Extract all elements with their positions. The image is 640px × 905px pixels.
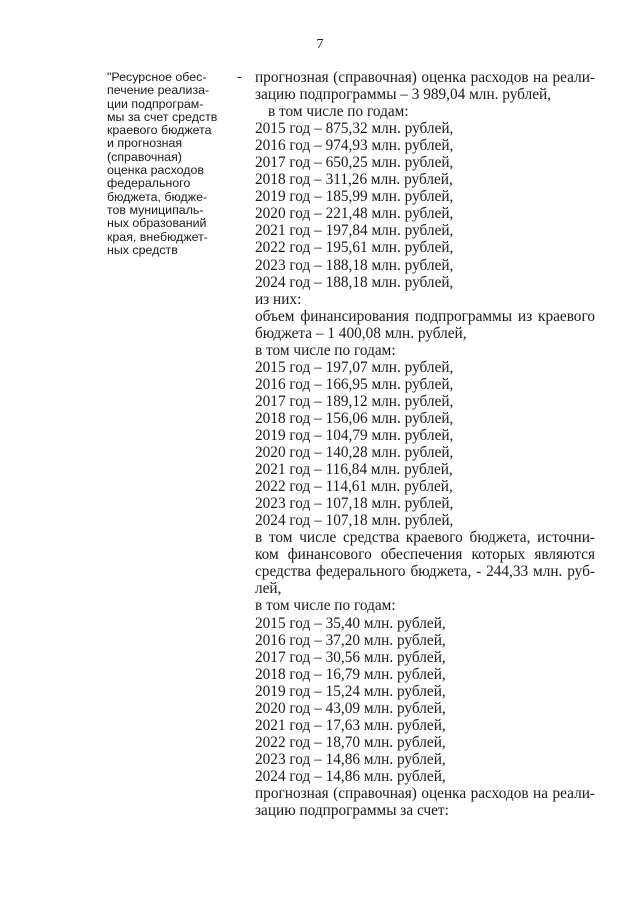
year-amount-line: 2017 год – 30,56 млн. рублей, [255, 648, 446, 666]
text-line: в том числе по годам: [255, 341, 396, 359]
year-amount-line: 2016 год – 37,20 млн. рублей, [255, 631, 446, 649]
year-amount-line: 2017 год – 189,12 млн. рублей, [255, 392, 454, 410]
label-line: бюджета, бюдже- [107, 189, 208, 204]
page-number: 7 [316, 37, 324, 52]
year-amount-line: 2023 год – 188,18 млн. рублей, [255, 256, 454, 274]
text-line: в том числе по годам: [268, 103, 409, 121]
year-amount-line: 2024 год – 14,86 млн. рублей, [255, 767, 446, 785]
year-amount-line: 2021 год – 116,84 млн. рублей, [255, 461, 453, 479]
year-amount-line: 2023 год – 14,86 млн. рублей, [255, 750, 446, 768]
year-amount-line: 2023 год – 107,18 млн. рублей, [255, 495, 454, 513]
year-amount-line: 2020 год – 140,28 млн. рублей, [255, 444, 454, 462]
text-line: зацию подпрограммы – 3 989,04 млн. рублей, [255, 86, 552, 104]
year-amount-line: 2018 год – 311,26 млн. рублей, [255, 171, 453, 189]
year-amount-line: 2024 год – 188,18 млн. рублей, [255, 273, 454, 291]
year-amount-line: 2021 год – 197,84 млн. рублей, [255, 222, 454, 240]
text-line: в том числе средства краевого бюджета, источни- [255, 529, 595, 547]
year-amount-line: 2020 год – 221,48 млн. рублей, [255, 205, 454, 223]
year-amount-line: 2016 год – 166,95 млн. рублей, [255, 375, 454, 393]
year-amount-line: 2015 год – 875,32 млн. рублей, [255, 120, 454, 138]
text-line: в том числе по годам: [255, 597, 396, 615]
label-line: оценка расходов [107, 163, 204, 178]
year-amount-line: 2019 год – 185,99 млн. рублей, [255, 188, 454, 206]
year-amount-line: 2019 год – 15,24 млн. рублей, [255, 682, 446, 700]
text-line: зацию подпрограммы за счет: [255, 802, 449, 820]
resource-provision-label [107, 71, 229, 257]
label-line: тов муниципаль- [107, 202, 204, 217]
label-line: ных образований [107, 216, 207, 231]
text-line: бюджета – 1 400,08 млн. рублей, [255, 324, 467, 342]
year-amount-line: 2022 год – 18,70 млн. рублей, [255, 733, 446, 751]
year-amount-line: 2022 год – 195,61 млн. рублей, [255, 239, 454, 257]
label-line: мы за счет средств [107, 109, 218, 124]
year-amount-line: 2021 год – 17,63 млн. рублей, [255, 716, 446, 734]
year-amount-line: 2017 год – 650,25 млн. рублей, [255, 154, 454, 172]
list-dash: - [237, 69, 242, 85]
year-amount-line: 2020 год – 43,09 млн. рублей, [255, 699, 446, 717]
label-line: и прогнозная [107, 136, 183, 151]
text-line: прогнозная (справочная) оценка расходов на реали- [255, 784, 595, 802]
text-line: ком финансового обеспечения которых являются [255, 546, 595, 564]
year-amount-line: 2022 год – 114,61 млн. рублей, [255, 478, 453, 496]
year-amount-line: 2016 год – 974,93 млн. рублей, [255, 137, 454, 155]
label-line: ции подпрограм- [107, 96, 204, 111]
year-amount-line: 2015 год – 197,07 млн. рублей, [255, 358, 454, 376]
text-line: из них: [255, 290, 302, 308]
funding-details [255, 69, 595, 819]
year-amount-line: 2018 год – 16,79 млн. рублей, [255, 665, 446, 683]
label-line: края, внебюджет- [107, 229, 208, 244]
year-amount-line: 2024 год – 107,18 млн. рублей, [255, 512, 454, 530]
text-line: средства федерального бюджета, - 244,33 млн. руб- [255, 563, 595, 581]
year-amount-line: 2015 год – 35,40 млн. рублей, [255, 614, 446, 632]
label-line: (справочная) [107, 149, 182, 164]
label-line: краевого бюджета [107, 123, 212, 138]
label-line: федерального [107, 176, 191, 191]
text-line: лей, [255, 580, 282, 598]
text-line: объем финансирования подпрограммы из краевого [255, 307, 595, 325]
year-amount-line: 2018 год – 156,06 млн. рублей, [255, 409, 454, 427]
year-amount-line: 2019 год – 104,79 млн. рублей, [255, 426, 454, 444]
label-line: печение реализа- [107, 83, 210, 98]
label-line: "Ресурсное обес- [107, 70, 207, 84]
text-line: прогнозная (справочная) оценка расходов на реали- [255, 69, 595, 86]
label-line: ных средств [107, 242, 178, 257]
